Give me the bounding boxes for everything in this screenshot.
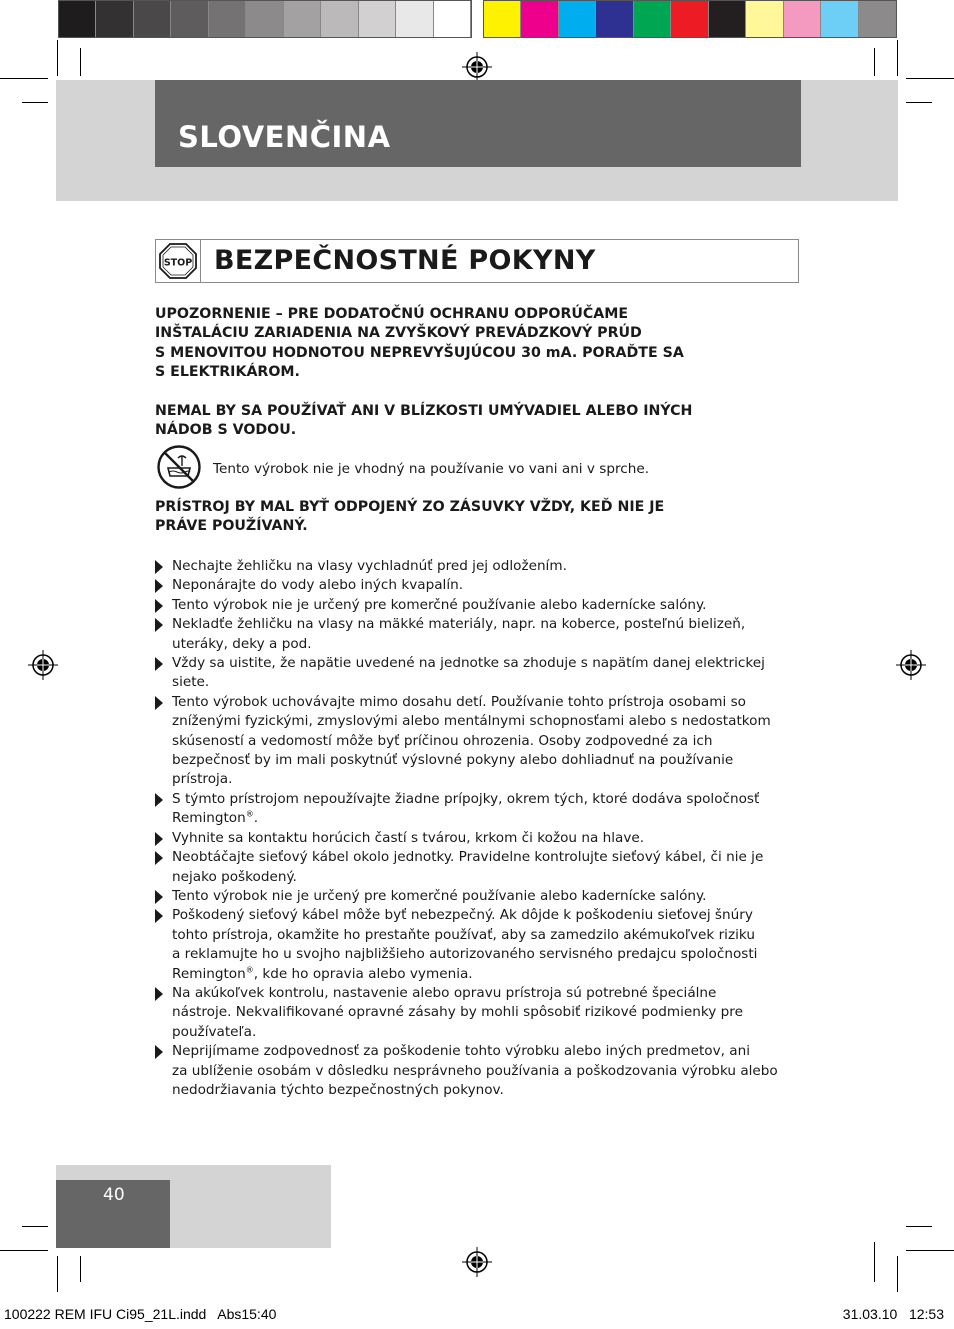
list-item-line: Nekladťe žehličku na vlasy na mäkké materiály, napr. na koberce, posteľnú bielizeň,	[172, 616, 746, 633]
list-item-line: Tento výrobok nie je určený pre komerčné používanie alebo kadernícke salóny.	[172, 596, 707, 613]
bullet-triangle-icon	[155, 890, 163, 904]
crop-mark	[57, 1256, 58, 1292]
warning-line: NEMAL BY SA POUŽÍVAŤ ANI V BLÍZKOSTI UMÝVADIEL ALEBO INÝCH	[155, 403, 693, 419]
svg-text:STOP: STOP	[163, 257, 193, 269]
list-item-line: bezpečnosť by im mali poskytnúť výslovné pokyny alebo dohliadnuť na používanie	[172, 752, 734, 769]
grayscale-swatch	[359, 1, 396, 37]
page-number: 40	[103, 1185, 125, 1205]
stop-cell	[155, 239, 201, 283]
list-item-line: Nechajte žehličku na vlasy vychladnúť pred jej odložením.	[172, 558, 567, 574]
grayscale-swatch	[96, 1, 133, 37]
crop-mark	[897, 40, 898, 76]
list-item-line: uteráky, deky a pod.	[172, 635, 312, 652]
bullet-triangle-icon	[155, 618, 163, 632]
list-item-line: zníženými fyzickými, zmyslovými alebo mentálnymi schopnosťami alebo s nedostatkom	[172, 713, 771, 730]
bullet-triangle-icon	[155, 851, 163, 865]
crop-mark	[0, 78, 48, 79]
crop-mark	[906, 78, 954, 79]
list-item-line: prístroja.	[172, 771, 233, 788]
process-swatch	[559, 1, 596, 37]
grayscale-swatch	[284, 1, 321, 37]
warning-line: NÁDOB S VODOU.	[155, 422, 297, 439]
stop-sign-icon	[155, 239, 201, 283]
list-item	[155, 557, 785, 576]
list-item-line: skúseností a vedomostí môže byť príčinou ohrozenia. Osoby zodpovedné za ich	[172, 732, 713, 749]
bullet-triangle-icon	[155, 909, 163, 923]
process-swatch	[596, 1, 633, 37]
registration-mark-icon	[896, 650, 926, 680]
process-swatch	[709, 1, 746, 37]
process-swatch	[784, 1, 821, 37]
process-color-bar	[483, 0, 897, 38]
warning-water	[155, 402, 795, 441]
list-item-line: Tento výrobok nie je určený pre komerčné používanie alebo kadernícke salóny.	[172, 887, 707, 904]
list-item-line: Neobtáčajte sieťový kábel okolo jednotky. Pravidelne kontrolujte sieťový kábel, či nie je	[172, 849, 764, 866]
warning-line: S ELEKTRIKÁROM.	[155, 364, 300, 381]
list-item	[155, 848, 785, 887]
list-item	[155, 984, 785, 1042]
list-item-line: Tento výrobok uchovávajte mimo dosahu detí. Používanie tohto prístroja osobami so	[172, 693, 746, 710]
list-item-line: S týmto prístrojom nepoužívajte žiadne prípojky, okrem tých, ktoré dodáva spoločnosť	[172, 790, 760, 807]
list-item-line: Poškodený sieťový kábel môže byť nebezpečný. Ak dôjde k poškodeniu sieťovej šnúry	[172, 907, 753, 924]
crop-mark	[57, 40, 58, 76]
crop-mark	[906, 102, 932, 103]
list-item-line: Remington®.	[172, 809, 259, 827]
grayscale-color-bar	[58, 0, 472, 38]
list-item-line: Vždy sa uistite, že napätie uvedené na jednotke sa zhoduje s napätím danej elektrickej	[172, 655, 765, 672]
crop-mark	[897, 1256, 898, 1292]
crop-mark	[906, 1250, 954, 1251]
list-item-line: a reklamujte ho u svojho najbližšieho autorizovaného servisného predajcu spoločnosti	[172, 946, 758, 963]
safety-bullet-list	[155, 557, 785, 1100]
registration-mark-icon	[462, 1247, 492, 1277]
list-item-line: nástroje. Nekvalifikované opravné zásahy by mohli spôsobiť rizikové podmienky pre	[172, 1004, 743, 1021]
list-item-line: nedodržiavania týchto bezpečnostných pokynov.	[172, 1081, 504, 1098]
grayscale-swatch	[209, 1, 246, 37]
warning-line: S MENOVITOU HODNOTOU NEPREVYŠUJÚCOU 30 mA. PORAĎTE SA	[155, 344, 684, 361]
process-swatch	[859, 1, 896, 37]
warning-line: INŠTALÁCIU ZARIADENIA NA ZVYŠKOVÝ PREVÁDZKOVÝ PRÚD	[155, 325, 642, 342]
registration-mark-icon	[462, 52, 492, 82]
print-slug-date: 31.03.10 12:53	[842, 1306, 944, 1322]
warning-rcd	[155, 305, 795, 383]
grayscale-swatch	[434, 1, 471, 37]
list-item	[155, 596, 785, 615]
list-item	[155, 693, 785, 790]
list-item	[155, 654, 785, 693]
section-title: BEZPEČNOSTNÉ POKYNY	[214, 245, 596, 276]
list-item-line: Remington®, kde ho opravia alebo vymenia.	[172, 965, 473, 982]
list-item	[155, 887, 785, 906]
bullet-triangle-icon	[155, 793, 163, 807]
list-item-line: Neprijímame zodpovednosť za poškodenie tohto výrobku alebo iných predmetov, ani	[172, 1043, 750, 1060]
list-item-line: Na akúkoľvek kontrolu, nastavenie alebo opravu prístroja sú potrebné špeciálne	[172, 984, 717, 1001]
list-item-line: za ublíženie osobám v dôsledku nesprávneho používania a poškodzovania výrobku alebo	[172, 1062, 778, 1079]
language-title: SLOVENČINA	[178, 120, 391, 154]
crop-mark	[80, 48, 81, 76]
warning-line: UPOZORNENIE – PRE DODATOČNÚ OCHRANU ODPORÚČAME	[155, 306, 629, 322]
no-bath-icon	[156, 444, 202, 490]
bullet-triangle-icon	[155, 560, 163, 574]
list-item	[155, 1042, 785, 1100]
process-swatch	[746, 1, 783, 37]
list-item-line: siete.	[172, 674, 210, 691]
bullet-triangle-icon	[155, 832, 163, 846]
list-item	[155, 615, 785, 654]
bullet-triangle-icon	[155, 987, 163, 1001]
print-slug-file: 100222 REM IFU Ci95_21L.indd Abs15:40	[4, 1306, 277, 1322]
bullet-triangle-icon	[155, 696, 163, 710]
bath-note: Tento výrobok nie je vhodný na používanie vo vani ani v sprche.	[213, 461, 650, 477]
list-item	[155, 829, 785, 848]
crop-mark	[874, 1242, 875, 1282]
crop-mark	[22, 102, 48, 103]
list-item-line: nejako poškodený.	[172, 868, 297, 885]
crop-mark	[874, 48, 875, 76]
grayscale-swatch	[396, 1, 433, 37]
process-swatch	[484, 1, 521, 37]
crop-mark	[22, 1226, 48, 1227]
grayscale-swatch	[59, 1, 96, 37]
warning-line: PRÍSTROJ BY MAL BYŤ ODPOJENÝ ZO ZÁSUVKY VŽDY, KEĎ NIE JE	[155, 499, 665, 515]
crop-mark	[906, 1226, 932, 1227]
grayscale-swatch	[246, 1, 283, 37]
list-item	[155, 576, 785, 595]
crop-mark	[0, 1250, 48, 1251]
crop-mark	[80, 1256, 81, 1282]
grayscale-swatch	[171, 1, 208, 37]
list-item-line: používateľa.	[172, 1023, 257, 1040]
list-item-line: tohto prístroja, okamžite ho prestaňte používať, aby sa zamedzilo akémukoľvek riziku	[172, 926, 755, 943]
list-item-line: Neponárajte do vody alebo iných kvapalín.	[172, 577, 464, 594]
grayscale-swatch	[321, 1, 358, 37]
warning-unplug	[155, 498, 795, 537]
list-item	[155, 906, 785, 984]
process-swatch	[821, 1, 858, 37]
bullet-triangle-icon	[155, 599, 163, 613]
process-swatch	[671, 1, 708, 37]
bullet-triangle-icon	[155, 657, 163, 671]
bullet-triangle-icon	[155, 579, 163, 593]
list-item	[155, 790, 785, 829]
list-item-line: Vyhnite sa kontaktu horúcich častí s tvárou, krkom či kožou na hlave.	[172, 829, 645, 846]
registration-mark-icon	[28, 650, 58, 680]
bullet-triangle-icon	[155, 1045, 163, 1059]
process-swatch	[521, 1, 558, 37]
process-swatch	[634, 1, 671, 37]
grayscale-swatch	[134, 1, 171, 37]
warning-line: PRÁVE POUŽÍVANÝ.	[155, 518, 308, 535]
